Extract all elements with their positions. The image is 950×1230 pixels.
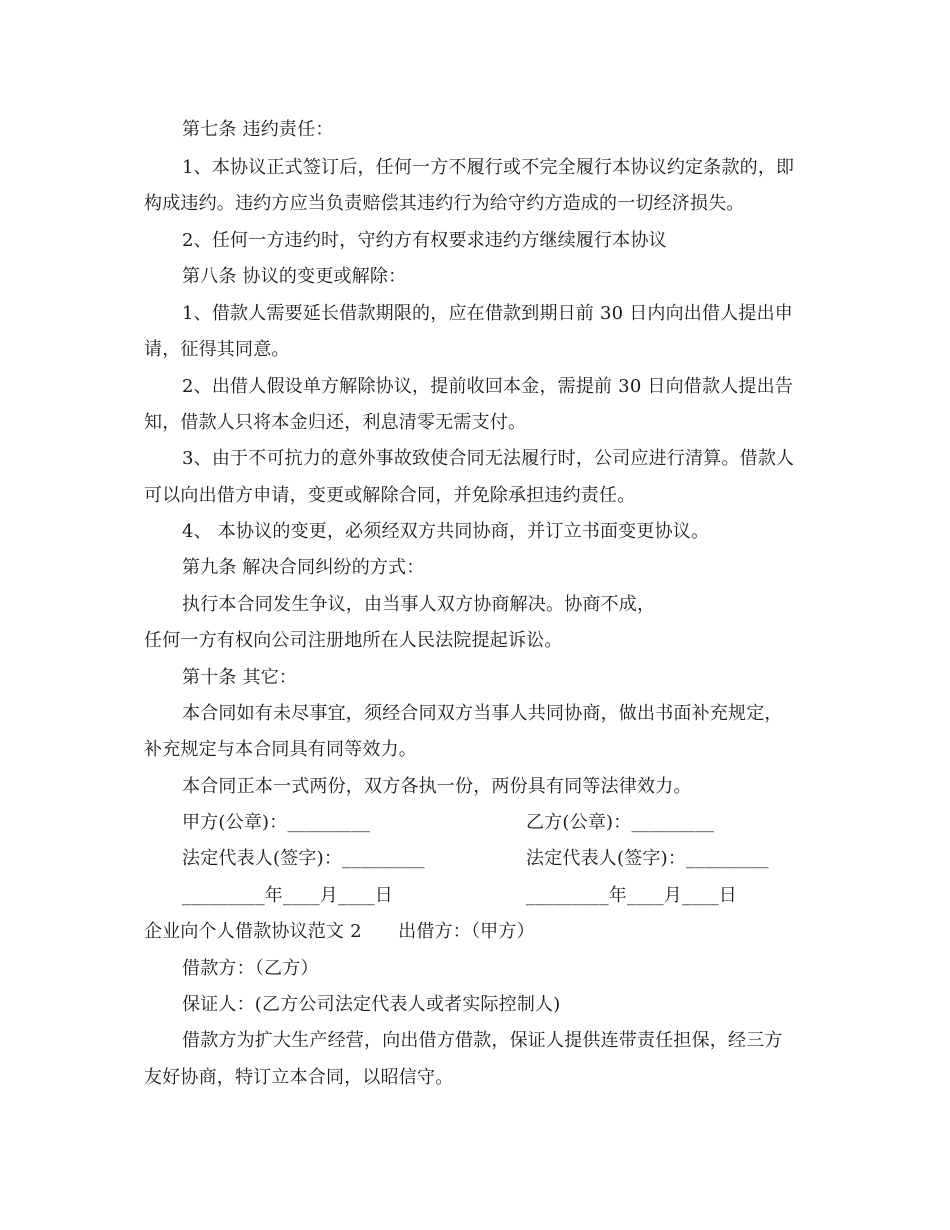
party-b-date: _________年____月____日: [526, 885, 737, 906]
party-a-representative: 法定代表人(签字)：_________: [182, 848, 425, 869]
article8-item2-line2: 知，借款人只将本金归还，利息清零无需支付。: [144, 412, 527, 433]
article7-item1-line1: 1、本协议正式签订后，任何一方不履行或不完全履行本协议约定条款的，即: [182, 157, 795, 178]
article7-heading: 第七条 违约责任：: [182, 119, 334, 140]
article9-line2: 任何一方有权向公司注册地所在人民法院提起诉讼。: [144, 630, 563, 651]
article10-para1-line2: 补充规定与本合同具有同等效力。: [144, 739, 417, 760]
article9-heading: 第九条 解决合同纠纷的方式：: [182, 557, 425, 578]
sample2-guarantor: 保证人：(乙方公司法定代表人或者实际控制人): [182, 994, 561, 1015]
article8-item1-line2: 请，征得其同意。: [144, 339, 290, 360]
sample2-title-line: 企业向个人借款协议范文 2 出借方：（甲方）: [144, 921, 535, 942]
article10-para2: 本合同正本一式两份，双方各执一份，两份具有同等法律效力。: [182, 776, 692, 797]
article9-line1: 执行本合同发生争议，由当事人双方协商解决。协商不成，: [182, 594, 656, 615]
party-a-seal: 甲方(公章)：_________: [182, 812, 371, 833]
party-b-seal: 乙方(公章)：_________: [526, 812, 715, 833]
article10-heading: 第十条 其它：: [182, 667, 298, 688]
party-a-date: _________年____月____日: [182, 885, 393, 906]
article10-para1-line1: 本合同如有未尽事宜，须经合同双方当事人共同协商，做出书面补充规定，: [182, 703, 783, 724]
sample2-intro-line2: 友好协商，特订立本合同，以昭信守。: [144, 1067, 454, 1088]
article8-item3-line1: 3、由于不可抗力的意外事故致使合同无法履行时，公司应进行清算。借款人: [182, 448, 795, 469]
party-b-representative: 法定代表人(签字)：_________: [526, 848, 769, 869]
article7-item1-line2: 构成违约。违约方应当负责赔偿其违约行为给守约方造成的一切经济损失。: [144, 193, 745, 214]
article8-item3-line2: 可以向出借方申请，变更或解除合同，并免除承担违约责任。: [144, 485, 636, 506]
article8-item4: 4、 本协议的变更，必须经双方共同协商，并订立书面变更协议。: [182, 521, 710, 542]
sample2-borrower: 借款方：（乙方）: [182, 958, 319, 979]
article8-heading: 第八条 协议的变更或解除：: [182, 266, 407, 287]
article8-item2-line1: 2、出借人假设单方解除协议，提前收回本金，需提前 30 日向借款人提出告: [182, 376, 793, 397]
article8-item1-line1: 1、借款人需要延长借款期限的，应在借款到期日前 30 日内向出借人提出申: [182, 303, 793, 324]
article7-item2: 2、任何一方违约时，守约方有权要求违约方继续履行本协议: [182, 230, 667, 251]
sample2-intro-line1: 借款方为扩大生产经营，向出借方借款，保证人提供连带责任担保，经三方: [182, 1030, 783, 1051]
